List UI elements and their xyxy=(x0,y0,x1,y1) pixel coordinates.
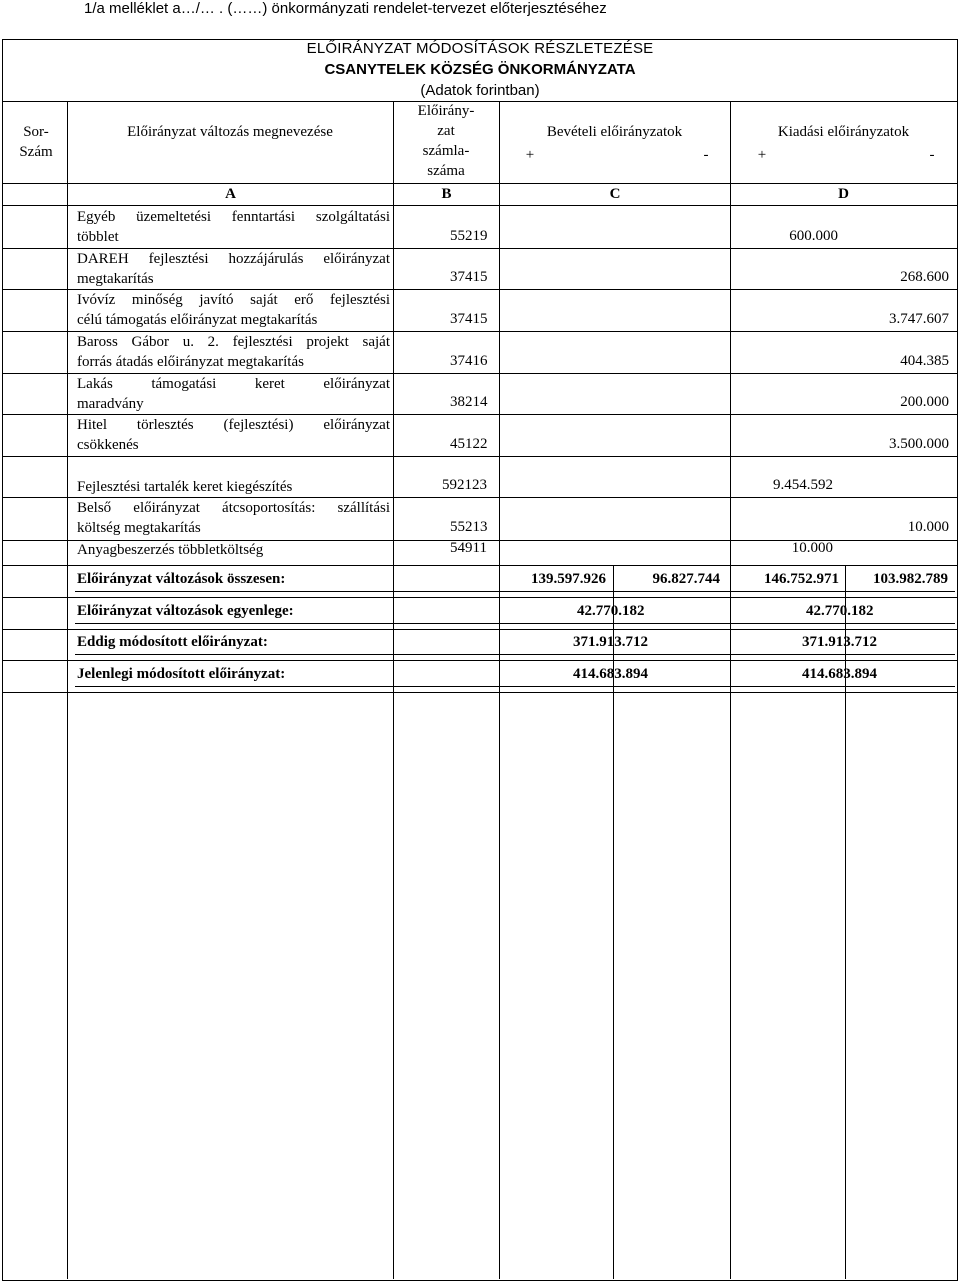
total-box xyxy=(75,569,955,592)
row-2-desc-2: megtakarítás xyxy=(77,271,154,287)
row-2-code: 37415 xyxy=(450,269,488,285)
row-2-kiad-minus: 268.600 xyxy=(900,269,949,285)
row-5-desc-2: maradvány xyxy=(77,396,144,412)
letter-b: B xyxy=(441,186,452,202)
row-4-desc xyxy=(77,332,390,372)
row-line xyxy=(2,456,958,457)
total-egyenleg-label: Előirányzat változások egyenlege: xyxy=(77,603,294,619)
row-6-desc-1: Hitel törlesztés (fejlesztési) előirányzat xyxy=(77,417,390,433)
row-6-kiad-minus: 3.500.000 xyxy=(889,436,949,452)
total-jelenlegi-kiad: 414.683.894 xyxy=(802,666,877,682)
total-osszesen-kiad-plus: 146.752.971 xyxy=(764,571,839,587)
row-8-code: 55213 xyxy=(450,519,488,535)
total-jelenlegi-bev: 414.683.894 xyxy=(573,666,648,682)
header-kiadas: Kiadási előirányzatok xyxy=(777,124,910,140)
row-line xyxy=(2,597,958,598)
row-line xyxy=(2,660,958,661)
row-8-desc-2: költség megtakarítás xyxy=(77,520,201,536)
row-2-desc xyxy=(77,249,390,289)
row-6-desc-2: csökkenés xyxy=(77,437,139,453)
title-line3: (Adatok forintban) xyxy=(420,82,540,99)
title-line2: CSANYTELEK KÖZSÉG ÖNKORMÁNYZATA xyxy=(324,61,636,78)
header-szamla-3: számla- xyxy=(422,143,470,159)
row-3-desc-1: Ivóvíz minőség javító saját erő fejlesztési xyxy=(77,292,390,308)
header-bevetel: Bevételi előirányzatok xyxy=(546,124,683,140)
row-1-desc-1: Egyéb üzemeltetési fenntartási szolgáltatási xyxy=(77,209,390,225)
total-box xyxy=(75,664,955,687)
row-4-desc-2: forrás átadás előirányzat megtakarítás xyxy=(77,354,304,370)
title-line1: ELŐIRÁNYZAT MÓDOSÍTÁSOK RÉSZLETEZÉSE xyxy=(306,40,654,57)
letter-d: D xyxy=(838,186,849,202)
col-line-2 xyxy=(393,101,394,1279)
row-9-desc: Anyagbeszerzés többletköltség xyxy=(77,542,264,558)
total-box xyxy=(75,632,955,655)
row-1-code: 55219 xyxy=(450,228,488,244)
row-line xyxy=(2,565,958,566)
letters-bottom-line xyxy=(2,205,958,206)
row-8-kiad-minus: 10.000 xyxy=(907,519,949,535)
total-box xyxy=(75,601,955,624)
header-sor-2: Szám xyxy=(19,144,53,160)
letter-a: A xyxy=(225,186,236,202)
row-5-desc-1: Lakás támogatási keret előirányzat xyxy=(77,376,390,392)
total-egyenleg-kiad: 42.770.182 xyxy=(806,603,874,619)
row-5-desc xyxy=(77,374,390,414)
row-1-kiad-plus: 600.000 xyxy=(789,228,838,244)
row-1-desc xyxy=(77,207,390,247)
header-szamla-2: zat xyxy=(437,123,455,139)
row-8-desc xyxy=(77,498,390,538)
row-5-kiad-minus: 200.000 xyxy=(900,394,949,410)
row-line xyxy=(2,692,958,693)
row-3-desc xyxy=(77,290,390,330)
header-kiadas-plus: + xyxy=(757,147,767,163)
document-header-note: 1/a melléklet a…/… . (……) önkormányzati rendelet-tervezet előterjesztéséhez xyxy=(84,0,607,17)
total-osszesen-kiad-minus: 103.982.789 xyxy=(873,571,948,587)
header-kiadas-minus: - xyxy=(929,147,935,163)
col-line-5 xyxy=(730,101,731,1279)
header-bevetel-minus: - xyxy=(703,147,709,163)
header-szamla-1: Előirány- xyxy=(417,103,475,119)
row-9-kiad-plus: 10.000 xyxy=(791,540,833,556)
row-6-desc xyxy=(77,415,390,455)
row-3-kiad-minus: 3.747.607 xyxy=(889,311,949,327)
total-osszesen-bev-minus: 96.827.744 xyxy=(652,571,720,587)
row-3-code: 37415 xyxy=(450,311,488,327)
total-eddig-kiad: 371.913.712 xyxy=(802,634,877,650)
header-sor-1: Sor- xyxy=(23,124,49,140)
header-sor xyxy=(14,122,58,162)
row-9-code: 54911 xyxy=(450,540,487,556)
row-4-desc-1: Baross Gábor u. 2. fejlesztési projekt saját xyxy=(77,334,390,350)
row-5-code: 38214 xyxy=(450,394,488,410)
total-eddig-bev: 371.913.712 xyxy=(573,634,648,650)
total-jelenlegi-label: Jelenlegi módosított előirányzat: xyxy=(77,666,286,682)
row-6-code: 45122 xyxy=(450,436,488,452)
row-8-desc-1: Belső előirányzat átcsoportosítás: szállítási xyxy=(77,500,390,516)
letter-c: C xyxy=(609,186,621,202)
header-szamla-4: száma xyxy=(427,163,465,179)
row-1-desc-2: többlet xyxy=(77,229,119,245)
header-szamla xyxy=(395,101,497,181)
row-7-kiad-plus: 9.454.592 xyxy=(773,477,833,493)
header-bevetel-plus: + xyxy=(525,147,535,163)
row-7-code: 592123 xyxy=(442,477,487,493)
row-line xyxy=(2,629,958,630)
total-osszesen-bev-plus: 139.597.926 xyxy=(531,571,606,587)
row-3-desc-2: célú támogatás előirányzat megtakarítás xyxy=(77,312,318,328)
col-line-3 xyxy=(499,101,500,1279)
total-egyenleg-bev: 42.770.182 xyxy=(577,603,645,619)
header-megnevezes: Előirányzat változás megnevezése xyxy=(127,124,333,140)
row-4-kiad-minus: 404.385 xyxy=(900,353,949,369)
col-line-1 xyxy=(67,101,68,1279)
row-7-desc: Fejlesztési tartalék keret kiegészítés xyxy=(77,479,293,495)
row-4-code: 37416 xyxy=(450,353,488,369)
total-osszesen-label: Előirányzat változások összesen: xyxy=(77,571,286,587)
row-2-desc-1: DAREH fejlesztési hozzájárulás előirányzat xyxy=(77,251,390,267)
total-eddig-label: Eddig módosított előirányzat: xyxy=(77,634,268,650)
